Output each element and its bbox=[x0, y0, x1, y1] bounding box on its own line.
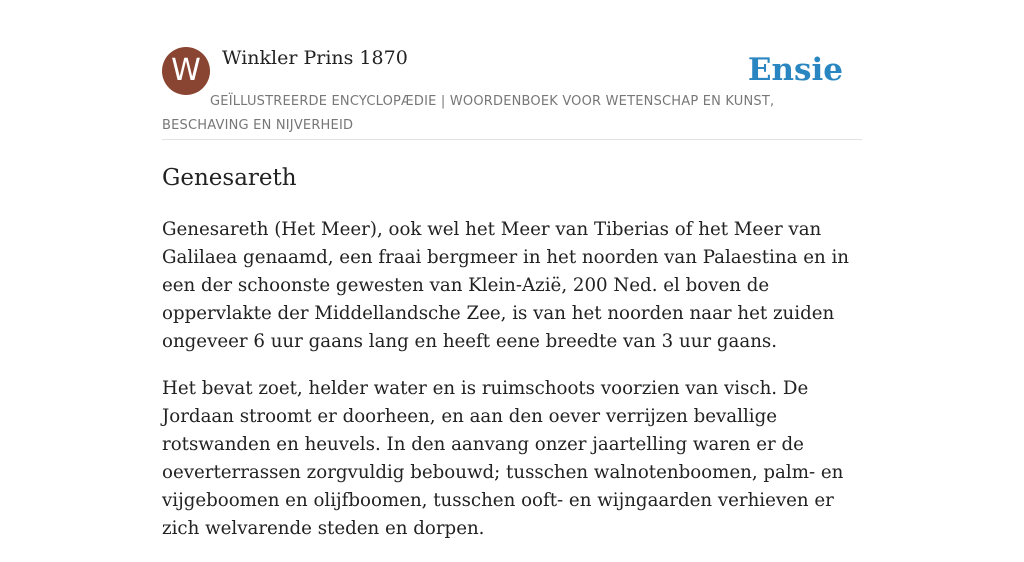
ensie-logo[interactable]: Ensie bbox=[747, 52, 843, 88]
source-subtitle: GEÏLLUSTREERDE ENCYCLOPÆDIE | WOORDENBOEK VOOR WETENSCHAP EN KUNST, BESCHAVING EN NIJVERHEID bbox=[162, 94, 775, 133]
avatar[interactable]: W bbox=[162, 47, 210, 95]
entry-paragraph: Genesareth (Het Meer), ook wel het Meer van Tiberias of het Meer van Galilaea genaamd, een fraai bergmeer in het noorden van Palaestina en in een der schoonste gewesten van Klein-Azië, 200 Ned. el boven de oppervlakte der Middellandsche Zee, is van het noorden naar het zuiden ongeveer 6 uur gaans lang en heeft eene breedte van 3 uur gaans. bbox=[162, 219, 850, 352]
source-title[interactable]: Winkler Prins 1870 bbox=[222, 47, 408, 69]
entry-title: Genesareth bbox=[162, 165, 297, 191]
entry-paragraph: Het bevat zoet, helder water en is ruimschoots voorzien van visch. De Jordaan stroomt er doorheen, en aan den oever verrijzen bevallige rotswanden en heuvels. In den aanvang onzer jaartelling waren er de oeverterrassen zorgvuldig bebouwd; tusschen walnotenboomen, palm- en vijgeboomen en olijfboomen, tusschen ooft- en wijngaarden verhieven er zich welvarende steden en dorpen. bbox=[162, 378, 844, 539]
entry-body bbox=[162, 216, 862, 562]
header-divider bbox=[162, 139, 862, 140]
